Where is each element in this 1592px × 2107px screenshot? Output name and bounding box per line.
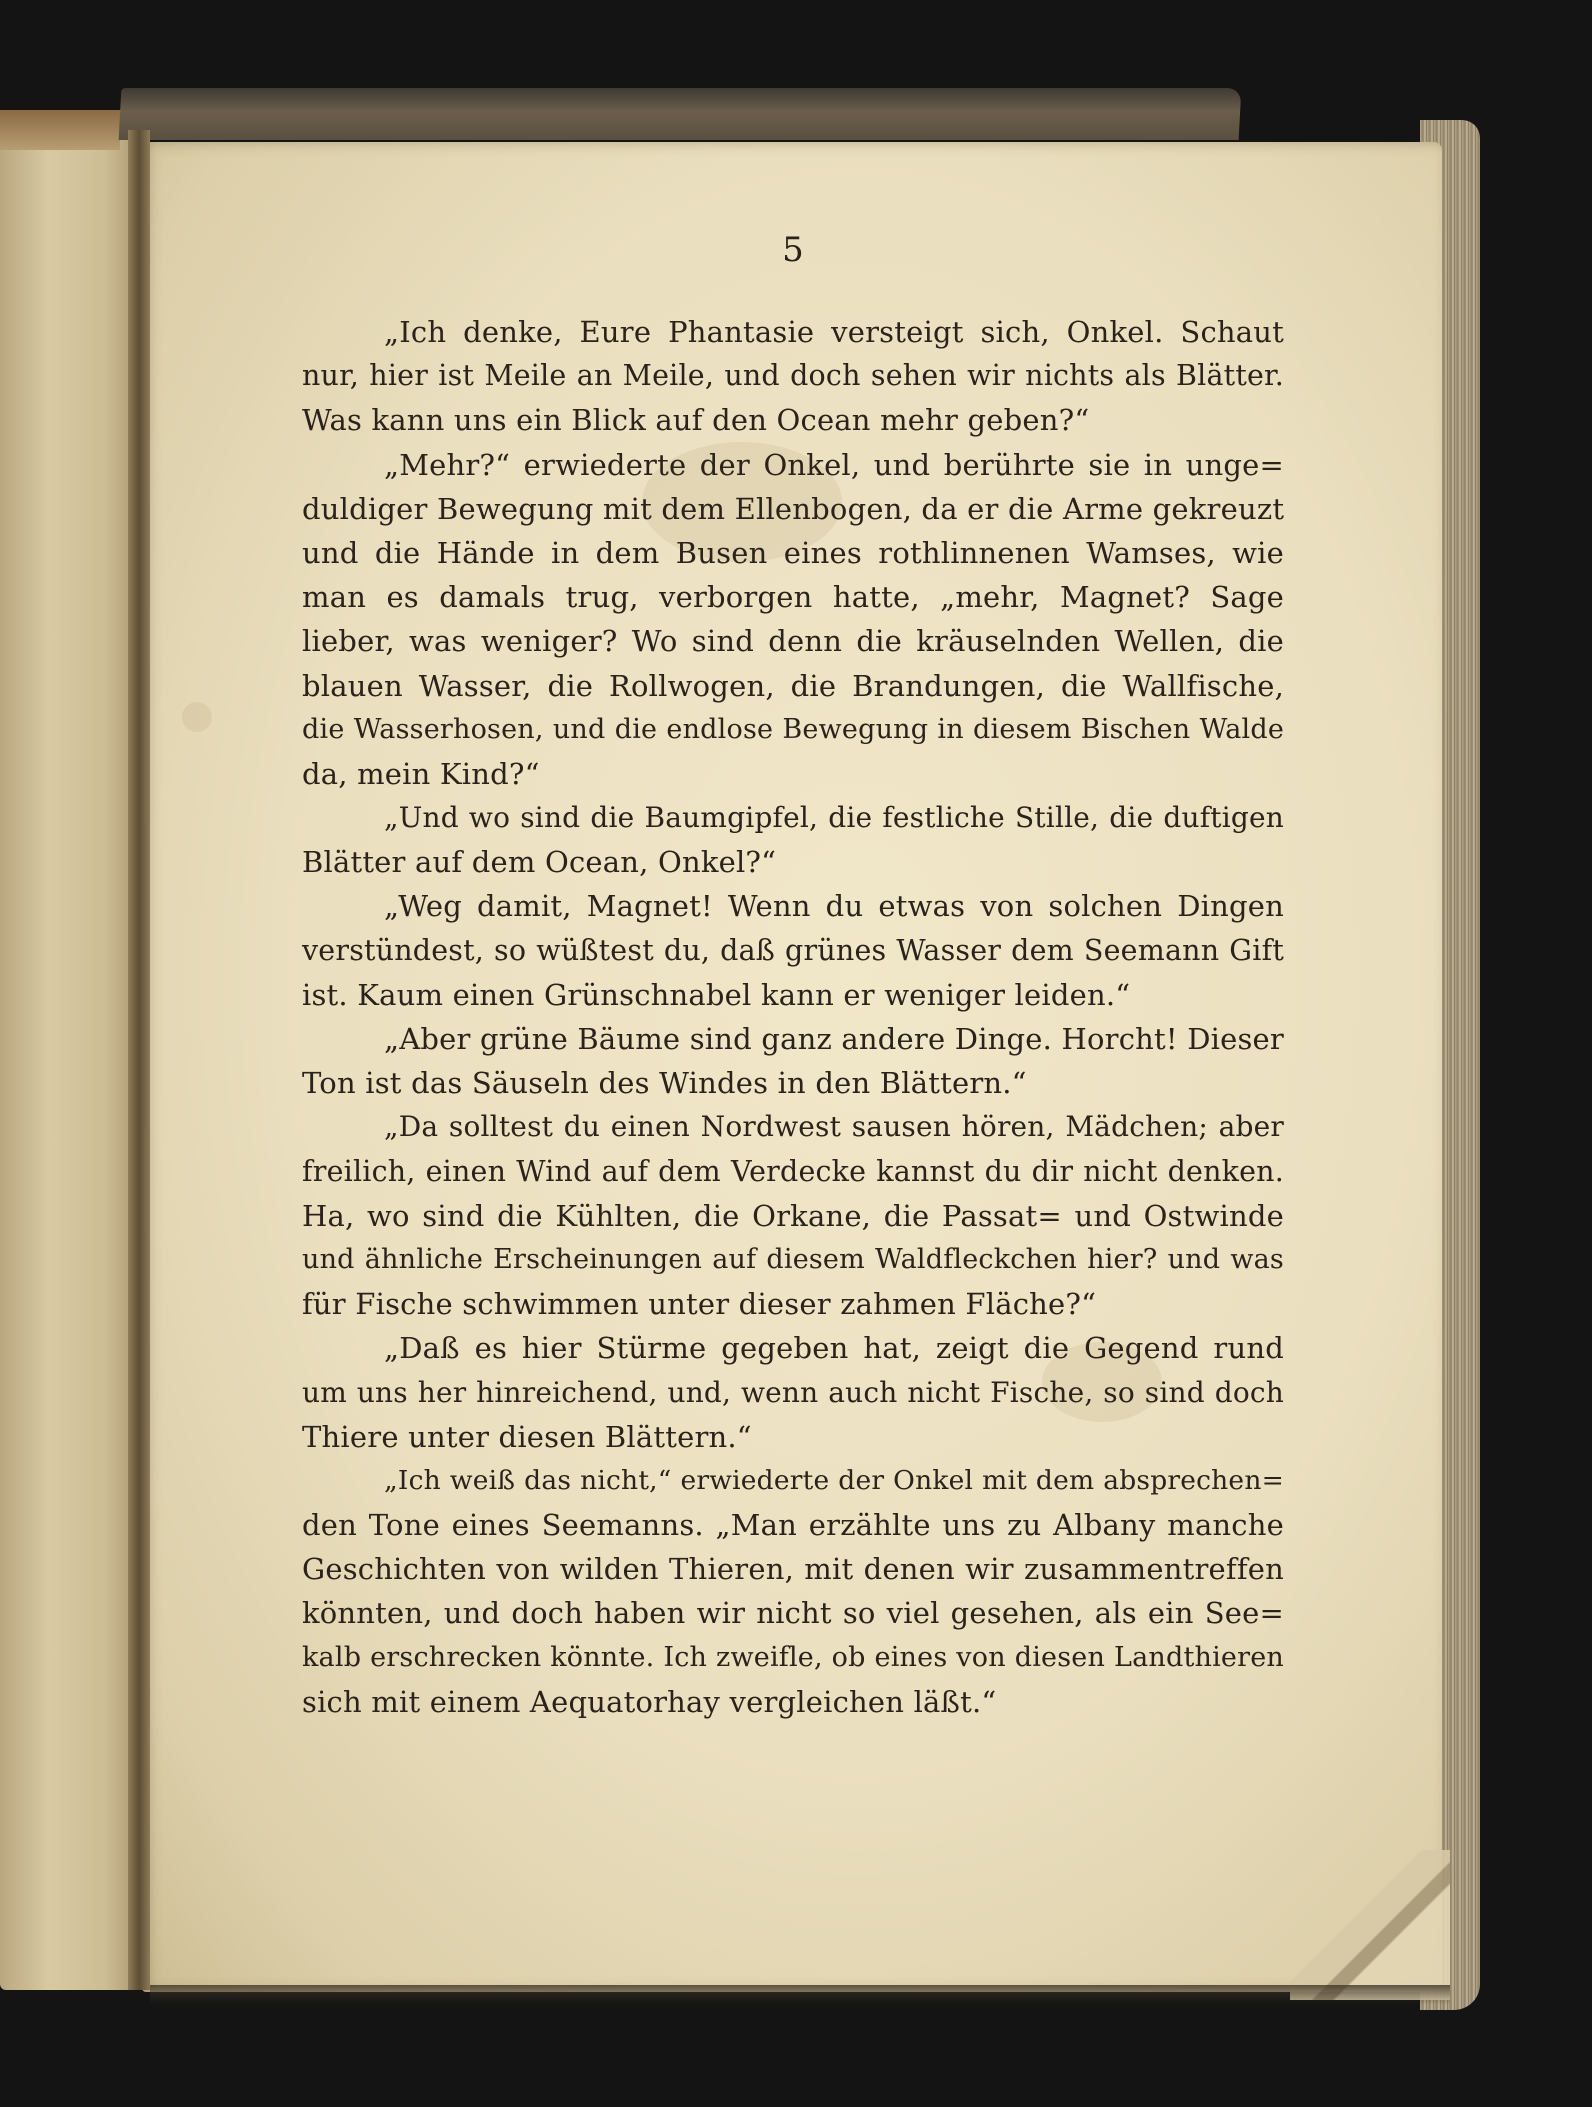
text-line: Blätter auf dem Ocean, Onkel?“ bbox=[302, 845, 777, 880]
text-line: und ähnliche Erscheinungen auf diesem Waldfleckchen hier? und was bbox=[302, 1243, 1284, 1275]
text-line: da, mein Kind?“ bbox=[302, 756, 540, 791]
text-line: Thiere unter diesen Blättern.“ bbox=[302, 1419, 752, 1454]
text-line: man es damals trug, verborgen hatte, „mehr, Magnet? Sage bbox=[302, 580, 1284, 615]
text-line: Geschichten von wilden Thieren, mit denen wir zusammentreffen bbox=[302, 1552, 1284, 1587]
text-line: blauen Wasser, die Rollwogen, die Brandungen, die Wallfische, bbox=[302, 668, 1284, 703]
text-line: Ha, wo sind die Kühlten, die Orkane, die Passat= und Ostwinde bbox=[302, 1198, 1284, 1233]
book-gutter bbox=[128, 130, 150, 1990]
text-line: „Ich denke, Eure Phantasie versteigt sich, Onkel. Schaut bbox=[384, 315, 1284, 349]
text-line: Ton ist das Säuseln des Windes in den Blättern.“ bbox=[302, 1066, 1027, 1101]
text-line: verstündest, so wüßtest du, daß grünes Wasser dem Seemann Gift bbox=[302, 933, 1284, 967]
text-line: die Wasserhosen, und die endlose Bewegung in diesem Bischen Walde bbox=[302, 713, 1284, 745]
text-line: lieber, was weniger? Wo sind denn die kräuselnden Wellen, die bbox=[302, 624, 1284, 659]
paper-stain bbox=[182, 702, 212, 732]
text-line: könnten, und doch haben wir nicht so viel gesehen, als ein See= bbox=[302, 1596, 1284, 1631]
text-line: „Daß es hier Stürme gegeben hat, zeigt die Gegend rund bbox=[384, 1331, 1284, 1366]
page-bottom-shadow bbox=[150, 1985, 1450, 2005]
text-lines bbox=[302, 310, 1284, 1724]
text-line: und die Hände in dem Busen eines rothlinnenen Wamses, wie bbox=[302, 535, 1284, 570]
text-line: kalb erschrecken könnte. Ich zweifle, ob eines von diesen Landthieren bbox=[302, 1641, 1284, 1673]
text-line: „Und wo sind die Baumgipfel, die festliche Stille, die duftigen bbox=[384, 801, 1284, 835]
text-line: „Mehr?“ erwiederte der Onkel, und berührte sie in unge= bbox=[384, 447, 1284, 482]
left-page-fragment bbox=[0, 110, 140, 1990]
text-line: „Weg damit, Magnet! Wenn du etwas von solchen Dingen bbox=[384, 889, 1284, 924]
text-line: für Fische schwimmen unter dieser zahmen Fläche?“ bbox=[302, 1287, 1097, 1322]
text-line: freilich, einen Wind auf dem Verdecke kannst du dir nicht denken. bbox=[302, 1154, 1284, 1188]
text-line: „Aber grüne Bäume sind ganz andere Dinge. Horcht! Dieser bbox=[384, 1022, 1284, 1056]
text-line: Was kann uns ein Blick auf den Ocean mehr geben?“ bbox=[302, 403, 1090, 438]
text-line: ist. Kaum einen Grünschnabel kann er weniger leiden.“ bbox=[302, 977, 1131, 1012]
text-line: „Ich weiß das nicht,“ erwiederte der Onkel mit dem absprechen= bbox=[384, 1464, 1284, 1496]
worn-page-corner bbox=[1290, 1850, 1450, 2000]
text-line: um uns her hinreichend, und, wenn auch nicht Fische, so sind doch bbox=[302, 1375, 1284, 1409]
left-cover-edge bbox=[0, 110, 120, 150]
text-line: duldiger Bewegung mit dem Ellenbogen, da er die Arme gekreuzt bbox=[302, 491, 1285, 526]
text-line: den Tone eines Seemanns. „Man erzählte uns zu Albany manche bbox=[302, 1508, 1284, 1543]
page-number: 5 bbox=[782, 230, 804, 270]
text-line: sich mit einem Aequatorhay vergleichen läßt.“ bbox=[302, 1684, 997, 1719]
text-line: nur, hier ist Meile an Meile, und doch sehen wir nichts als Blätter. bbox=[302, 359, 1284, 393]
book-top-edge bbox=[119, 88, 1242, 140]
text-line: „Da solltest du einen Nordwest sausen hören, Mädchen; aber bbox=[384, 1110, 1284, 1144]
